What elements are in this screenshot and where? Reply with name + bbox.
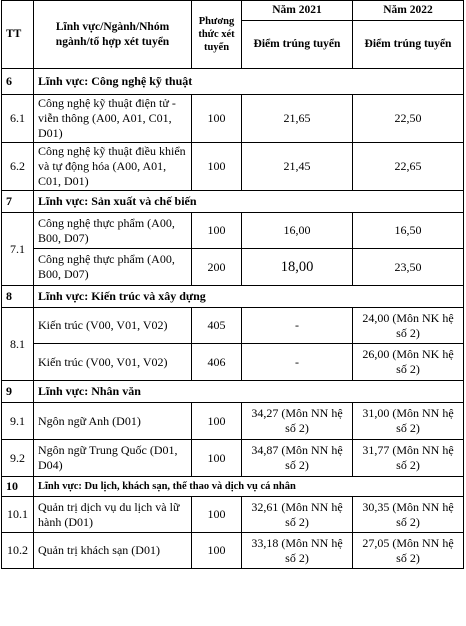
- admission-method: 200: [192, 249, 242, 286]
- header-field-name: Lĩnh vực/Ngành/Nhóm ngành/tổ hợp xét tuyển: [34, 1, 192, 69]
- table-row: [2, 143, 464, 191]
- field-group-number: 7: [2, 191, 34, 213]
- header-admission-method: Phương thức xét tuyển: [192, 1, 242, 69]
- major-name: Công nghệ thực phẩm (A00, B00, D07): [34, 249, 192, 286]
- admission-method: 100: [192, 403, 242, 440]
- score-2021: 21,45: [242, 143, 353, 191]
- header-year-2021: Năm 2021: [242, 1, 353, 21]
- table-row: [2, 403, 464, 440]
- score-2022: 22,65: [353, 143, 464, 191]
- score-2022: 31,00 (Môn NN hệ số 2): [353, 403, 464, 440]
- score-2021: 33,18 (Môn NN hệ số 2): [242, 533, 353, 569]
- table-row: [2, 249, 464, 286]
- admission-method: 100: [192, 143, 242, 191]
- table-row: [2, 95, 464, 143]
- field-group-number: 9: [2, 381, 34, 403]
- admission-method: 405: [192, 308, 242, 344]
- major-name: Quản trị dịch vụ du lịch và lữ hành (D01): [34, 497, 192, 533]
- header-tt: TT: [2, 1, 34, 69]
- field-group-row: [2, 69, 464, 95]
- admission-method: 406: [192, 344, 242, 381]
- major-name: Ngôn ngữ Trung Quốc (D01, D04): [34, 440, 192, 477]
- admission-method: 100: [192, 440, 242, 477]
- table-row: [2, 344, 464, 381]
- row-number: 6.2: [2, 143, 34, 191]
- score-2022: 22,50: [353, 95, 464, 143]
- score-2021: 21,65: [242, 95, 353, 143]
- admission-method: 100: [192, 213, 242, 249]
- score-2022: 16,50: [353, 213, 464, 249]
- row-number: 6.1: [2, 95, 34, 143]
- score-2021: 34,87 (Môn NN hệ số 2): [242, 440, 353, 477]
- field-group-row: [2, 286, 464, 308]
- field-group-name: Lĩnh vực: Du lịch, khách sạn, thể thao và dịch vụ cá nhân: [34, 477, 464, 497]
- header-score-2021: Điểm trúng tuyển: [242, 21, 353, 69]
- table-row: [2, 440, 464, 477]
- major-name: Quản trị khách sạn (D01): [34, 533, 192, 569]
- score-2022: 27,05 (Môn NN hệ số 2): [353, 533, 464, 569]
- major-name: Kiến trúc (V00, V01, V02): [34, 344, 192, 381]
- admission-method: 100: [192, 95, 242, 143]
- score-2021: 34,27 (Môn NN hệ số 2): [242, 403, 353, 440]
- row-number: 8.1: [2, 308, 34, 381]
- row-number: 9.1: [2, 403, 34, 440]
- field-group-number: 6: [2, 69, 34, 95]
- table-row: [2, 533, 464, 569]
- field-group-row: [2, 191, 464, 213]
- row-number: 10.1: [2, 497, 34, 533]
- row-number: 9.2: [2, 440, 34, 477]
- admission-method: 100: [192, 533, 242, 569]
- row-number: 10.2: [2, 533, 34, 569]
- field-group-number: 8: [2, 286, 34, 308]
- field-group-name: Lĩnh vực: Kiến trúc và xây dựng: [34, 286, 464, 308]
- score-2022: 30,35 (Môn NN hệ số 2): [353, 497, 464, 533]
- field-group-row: [2, 477, 464, 497]
- major-name: Kiến trúc (V00, V01, V02): [34, 308, 192, 344]
- field-group-name: Lĩnh vực: Nhân văn: [34, 381, 464, 403]
- score-2021: 18,00: [242, 249, 353, 286]
- admission-method: 100: [192, 497, 242, 533]
- table-row: [2, 497, 464, 533]
- header-year-2022: Năm 2022: [353, 1, 464, 21]
- score-2021: -: [242, 308, 353, 344]
- major-name: Ngôn ngữ Anh (D01): [34, 403, 192, 440]
- major-name: Công nghệ kỹ thuật điều khiển và tự động hóa (A00, A01, C01, D01): [34, 143, 192, 191]
- table-row: [2, 308, 464, 344]
- score-2022: 23,50: [353, 249, 464, 286]
- admission-score-table: [1, 0, 464, 569]
- row-number: 7.1: [2, 213, 34, 286]
- major-name: Công nghệ kỹ thuật điện tử - viễn thông (A00, A01, C01, D01): [34, 95, 192, 143]
- table-body: [2, 69, 464, 569]
- score-2022: 26,00 (Môn NK hệ số 2): [353, 344, 464, 381]
- field-group-name: Lĩnh vực: Sản xuất và chế biến: [34, 191, 464, 213]
- major-name: Công nghệ thực phẩm (A00, B00, D07): [34, 213, 192, 249]
- field-group-row: [2, 381, 464, 403]
- field-group-number: 10: [2, 477, 34, 497]
- field-group-name: Lĩnh vực: Công nghệ kỹ thuật: [34, 69, 464, 95]
- score-2021: -: [242, 344, 353, 381]
- table-row: [2, 213, 464, 249]
- score-2021: 16,00: [242, 213, 353, 249]
- score-2021: 32,61 (Môn NN hệ số 2): [242, 497, 353, 533]
- score-2022: 24,00 (Môn NK hệ số 2): [353, 308, 464, 344]
- header-score-2022: Điểm trúng tuyển: [353, 21, 464, 69]
- score-2022: 31,77 (Môn NN hệ số 2): [353, 440, 464, 477]
